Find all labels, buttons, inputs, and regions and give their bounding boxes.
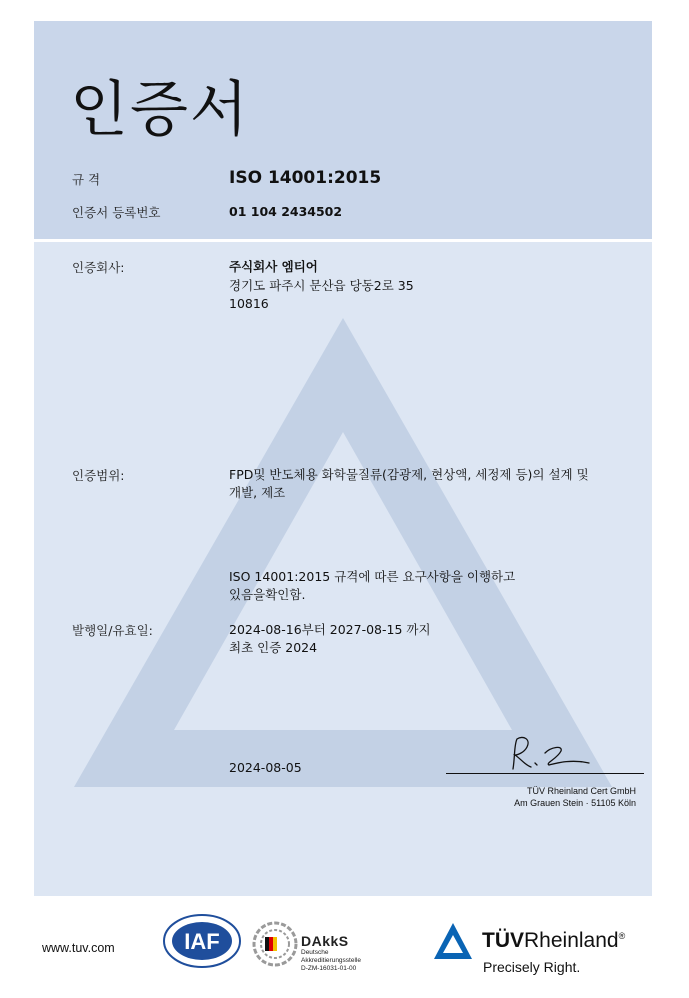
dakks-name: DAkkS xyxy=(301,933,349,949)
validity-period: 2024-08-16부터 2027-08-15 까지 xyxy=(229,622,431,637)
scope-label: 인증범위: xyxy=(72,468,125,483)
company-postal-code: 10816 xyxy=(229,296,269,311)
dakks-text-block xyxy=(301,933,361,973)
svg-text:IAF: IAF xyxy=(184,929,220,954)
tuv-registered-mark: ® xyxy=(618,931,626,941)
company-address: 경기도 파주시 문산읍 당동2로 35 xyxy=(229,278,414,293)
iaf-logo-icon xyxy=(162,913,242,969)
scope-line-1: FPD및 반도체용 화학물질류(감광제, 현상액, 세정제 등)의 설계 및 xyxy=(229,467,589,482)
dakks-line-1: Deutsche xyxy=(301,949,329,956)
issuer-block xyxy=(514,785,636,809)
certificate-title: 인증서 xyxy=(70,75,250,145)
tuv-brand-rest: Rheinland xyxy=(524,929,619,952)
dakks-logo-icon xyxy=(251,915,299,973)
company-name: 주식회사 엠티어 xyxy=(229,259,318,274)
standard-label: 규 격 xyxy=(72,172,101,187)
standard-value: ISO 14001:2015 xyxy=(229,168,382,188)
tuv-triangle-icon xyxy=(432,921,474,961)
issue-date: 2024-08-05 xyxy=(229,760,302,775)
signature-icon xyxy=(505,733,595,773)
statement-line-1: ISO 14001:2015 규격에 따른 요구사항을 이행하고 xyxy=(229,569,516,584)
scope-line-2: 개발, 제조 xyxy=(229,485,286,500)
tuv-slogan: Precisely Right. xyxy=(483,959,581,975)
issuer-name: TÜV Rheinland Cert GmbH xyxy=(526,786,636,796)
first-certification: 최초 인증 2024 xyxy=(229,640,318,655)
dakks-line-2: Akkreditierungsstelle xyxy=(301,957,361,964)
dakks-line-3: D-ZM-16031-01-00 xyxy=(301,965,357,972)
tuv-brand-name xyxy=(482,929,625,953)
validity-label: 발행일/유효일: xyxy=(72,623,153,638)
registration-number-value: 01 104 2434502 xyxy=(229,204,343,219)
registration-number-label: 인증서 등록번호 xyxy=(72,205,161,220)
signature-line xyxy=(446,773,644,774)
issuer-address: Am Grauen Stein · 51105 Köln xyxy=(514,798,636,808)
company-label: 인증회사: xyxy=(72,260,125,275)
tuv-brand-bold: TÜV xyxy=(482,929,524,952)
footer-url-link[interactable]: www.tuv.com xyxy=(42,941,115,955)
statement-line-2: 있음을확인함. xyxy=(229,587,306,602)
